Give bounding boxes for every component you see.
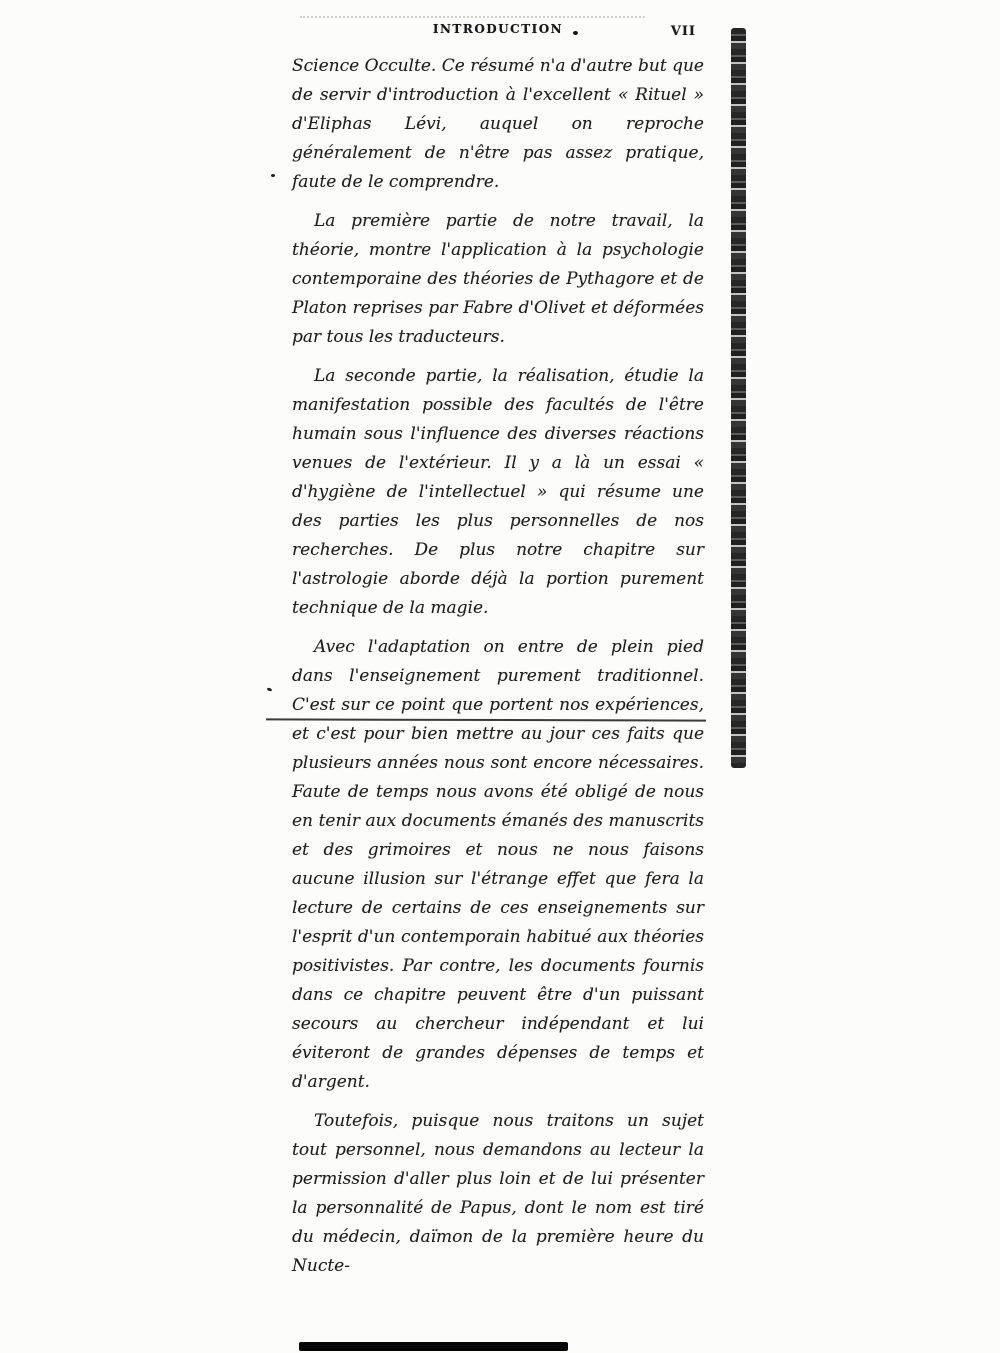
- paragraph: Avec l'adaptation on entre de plein pied dans l'enseignement purement traditionnel. C'est sur ce point que portent nos expériences, et c'est pour bien mettre au jour ces faits que plusieurs années nous sont encore nécessaires. Faute de temps nous avons été obligé de nous en tenir aux documents émanés des manuscrits et des grimoires et nous ne nous faisons aucune illusion sur l'étrange effet que fera la lecture de certains de ces enseignements sur l'esprit d'un contemporain habitué aux théories positivistes. Par contre, les documents fournis dans ce chapitre peuvent être d'un puissant secours au chercheur indépendant et lui éviteront de grandes dépenses de temps et d'argent.: [292, 637, 704, 1092]
- ink-speck: [267, 687, 273, 692]
- scan-artifact-bar: [299, 1342, 568, 1351]
- paragraph: La seconde partie, la réalisation, étudie la manifestation possible des facultés de l'être humain sous l'influence des diverses réactions venues de l'extérieur. Il y a là un essai « d'hygiène de l'intellectuel » qui résume une des parties les plus personnelles de nos recherches. De plus notre chapitre sur l'astrologie aborde déjà la portion purement technique de la magie.: [292, 366, 704, 618]
- scan-noise-top: [300, 16, 645, 18]
- scan-gutter-shadow: [731, 28, 746, 768]
- ink-dot: [573, 31, 578, 35]
- running-head: [292, 22, 704, 42]
- paragraph: La première partie de notre travail, la théorie, montre l'application à la psychologie contemporaine des théories de Pythagore et de Platon reprises par Fabre d'Olivet et déformées par tous les traducteurs.: [292, 211, 704, 347]
- running-head-title: INTRODUCTION: [432, 22, 564, 36]
- text-block: [292, 52, 704, 1291]
- page-number: VII: [670, 24, 696, 39]
- paragraph: Science Occulte. Ce résumé n'a d'autre but que de servir d'introduction à l'excellent « Rituel » d'Eliphas Lévi, auquel on reproche généralement de n'être pas assez pratique, faute de le comprendre.: [292, 56, 704, 192]
- paragraph: Toutefois, puisque nous traitons un sujet tout personnel, nous demandons au lecteur la permission d'aller plus loin et de lui présenter la personnalité de Papus, dont le nom est tiré du médecin, daïmon de la première heure du Nucte-: [292, 1111, 704, 1276]
- ink-speck: [271, 174, 275, 177]
